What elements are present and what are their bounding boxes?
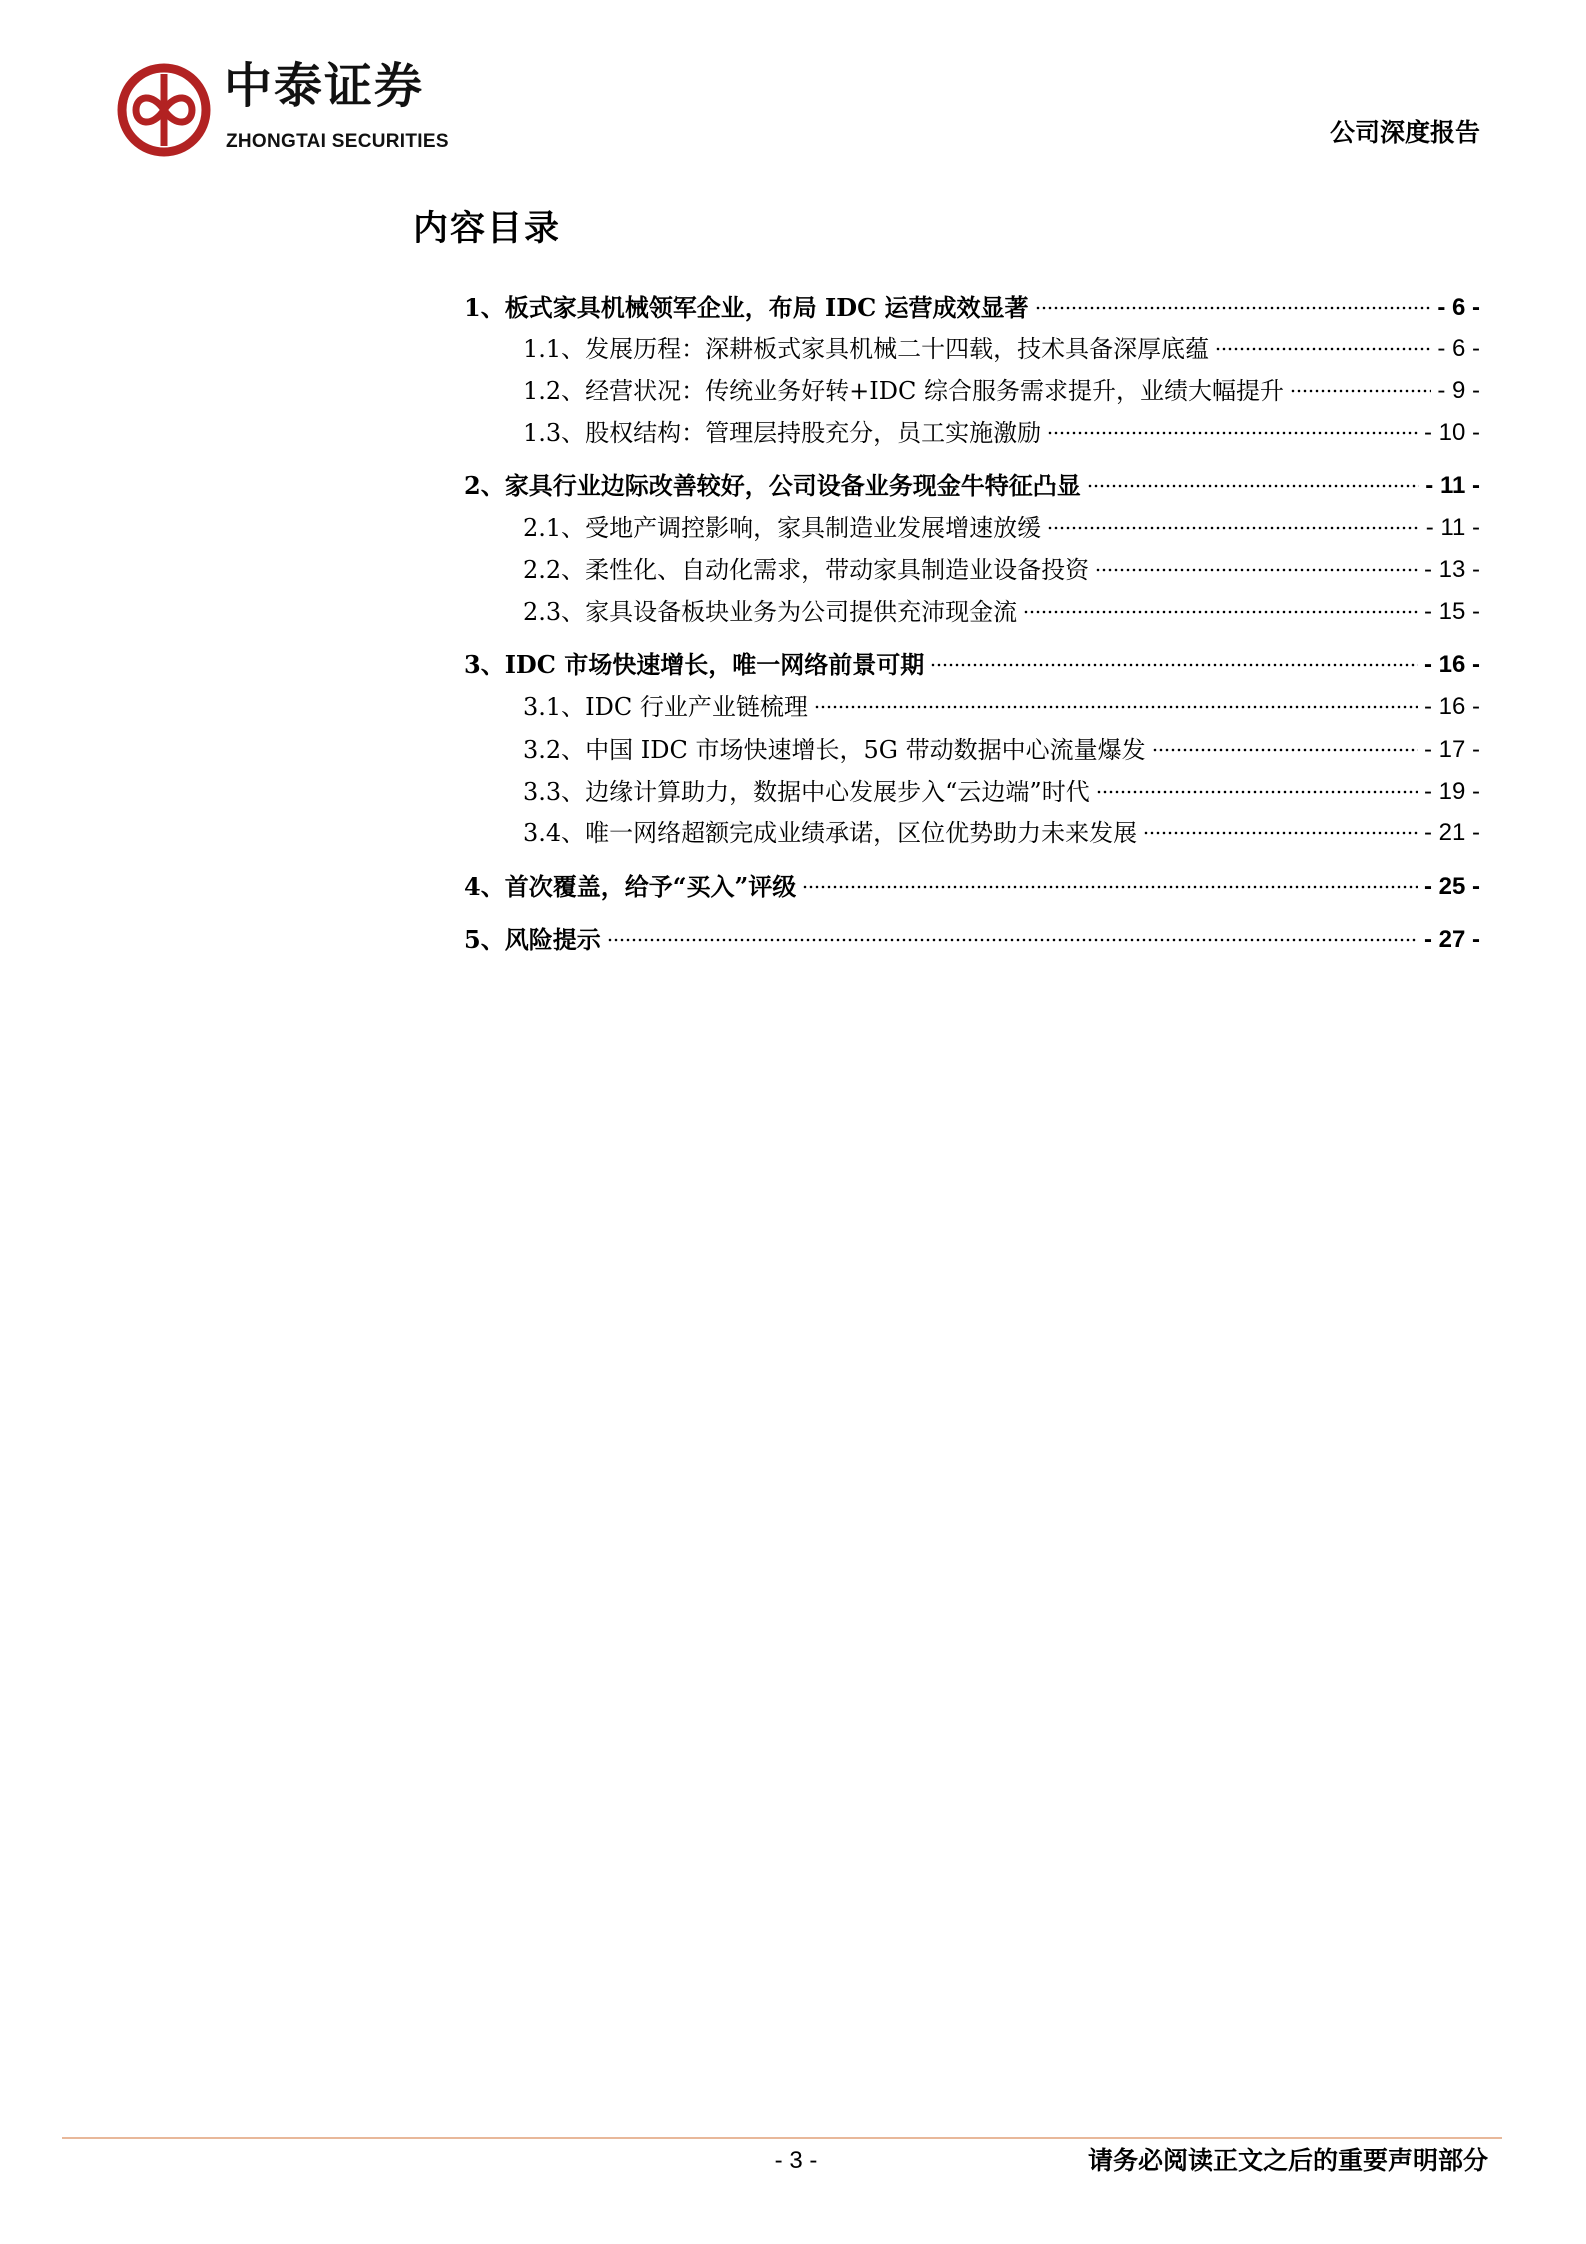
toc-dot-leader: [1095, 568, 1418, 572]
toc-dot-leader: [1152, 748, 1418, 752]
logo-chinese-name: 中泰证券: [224, 58, 425, 114]
toc-entry[interactable]: [464, 871, 1480, 903]
toc-entry-title: 3、IDC 市场快速增长，唯一网络前景可期: [464, 650, 925, 679]
toc-entry-title: 3.3、边缘计算助力，数据中心发展步入“云边端”时代: [523, 778, 1090, 806]
toc-entry-title: 4、首次覆盖，给予“买入”评级: [464, 872, 797, 901]
toc-entry[interactable]: [523, 333, 1480, 365]
toc-entry-page: - 16 -: [1423, 693, 1480, 720]
toc-entry[interactable]: [523, 734, 1480, 766]
toc-dot-leader: [930, 663, 1418, 667]
toc-entry[interactable]: [523, 554, 1480, 586]
toc-dot-leader: [1215, 347, 1431, 351]
toc-entry-page: - 16 -: [1423, 651, 1480, 678]
toc-entry[interactable]: [523, 512, 1480, 544]
toc-entry-page: - 10 -: [1423, 419, 1480, 446]
footer-divider: [62, 2137, 1502, 2139]
toc-entry-page: - 6 -: [1437, 335, 1480, 362]
toc-entry-page: - 19 -: [1423, 778, 1480, 805]
toc-entry[interactable]: [523, 596, 1480, 628]
toc-dot-leader: [1290, 389, 1431, 393]
toc-entry-page: - 11 -: [1425, 472, 1480, 499]
footer-disclaimer: 请务必阅读正文之后的重要声明部分: [1087, 2146, 1488, 2175]
toc-entry[interactable]: [523, 417, 1480, 449]
toc-entry-page: - 25 -: [1423, 873, 1480, 900]
toc-entry-page: - 11 -: [1425, 514, 1480, 541]
toc-entry-page: - 21 -: [1423, 819, 1480, 846]
toc-dot-leader: [802, 885, 1418, 889]
toc-entry[interactable]: [523, 776, 1480, 808]
toc-entry-title: 1.3、股权结构：管理层持股充分，员工实施激励: [523, 419, 1042, 447]
toc-entry[interactable]: [523, 375, 1480, 407]
toc-entry-title: 1.2、经营状况：传统业务好转+IDC 综合服务需求提升，业绩大幅提升: [523, 377, 1284, 405]
company-logo: [116, 58, 496, 168]
toc-dot-leader: [1143, 831, 1418, 835]
toc-entry[interactable]: [464, 924, 1480, 956]
logo-english-name: ZHONGTAI SECURITIES: [226, 131, 449, 152]
page-number: - 3 -: [774, 2147, 818, 2174]
toc-entry-title: 3.4、唯一网络超额完成业绩承诺，区位优势助力未来发展: [523, 819, 1138, 847]
toc-entry-page: - 9 -: [1437, 377, 1480, 404]
toc-entry-title: 2.2、柔性化、自动化需求，带动家具制造业设备投资: [523, 556, 1090, 584]
toc-title: 内容目录: [413, 208, 562, 249]
toc-entry[interactable]: [464, 470, 1480, 502]
report-type-label: 公司深度报告: [1329, 118, 1480, 147]
toc-entry-title: 5、风险提示: [464, 925, 601, 954]
toc-dot-leader: [1087, 484, 1420, 488]
toc-entry[interactable]: [523, 691, 1480, 723]
zhongtai-logo-icon: [116, 62, 212, 158]
toc-entry-title: 2.3、家具设备板块业务为公司提供充沛现金流: [523, 598, 1018, 626]
toc-entry-title: 1.1、发展历程：深耕板式家具机械二十四载，技术具备深厚底蕴: [523, 335, 1210, 363]
toc-entry-page: - 13 -: [1423, 556, 1480, 583]
toc-entry-page: - 6 -: [1437, 294, 1480, 321]
toc-entry-title: 3.2、中国 IDC 市场快速增长，5G 带动数据中心流量爆发: [523, 736, 1146, 764]
toc-entry-title: 2.1、受地产调控影响，家具制造业发展增速放缓: [523, 514, 1042, 542]
toc-entry-page: - 27 -: [1423, 926, 1480, 953]
toc-dot-leader: [1047, 431, 1418, 435]
toc-dot-leader: [814, 705, 1418, 709]
toc-entry-title: 1、板式家具机械领军企业，布局 IDC 运营成效显著: [464, 293, 1029, 322]
toc-entry[interactable]: [464, 649, 1480, 681]
toc-entry-title: 3.1、IDC 行业产业链梳理: [523, 693, 808, 721]
toc-entry[interactable]: [523, 817, 1480, 849]
toc-entry-page: - 17 -: [1423, 736, 1480, 763]
toc-dot-leader: [1096, 790, 1418, 794]
toc-dot-leader: [607, 938, 1418, 942]
toc-dot-leader: [1023, 610, 1418, 614]
toc-entry[interactable]: [464, 292, 1480, 324]
toc-dot-leader: [1035, 306, 1432, 310]
toc-dot-leader: [1047, 526, 1420, 530]
toc-entry-page: - 15 -: [1423, 598, 1480, 625]
toc-entry-title: 2、家具行业边际改善较好，公司设备业务现金牛特征凸显: [464, 471, 1081, 500]
